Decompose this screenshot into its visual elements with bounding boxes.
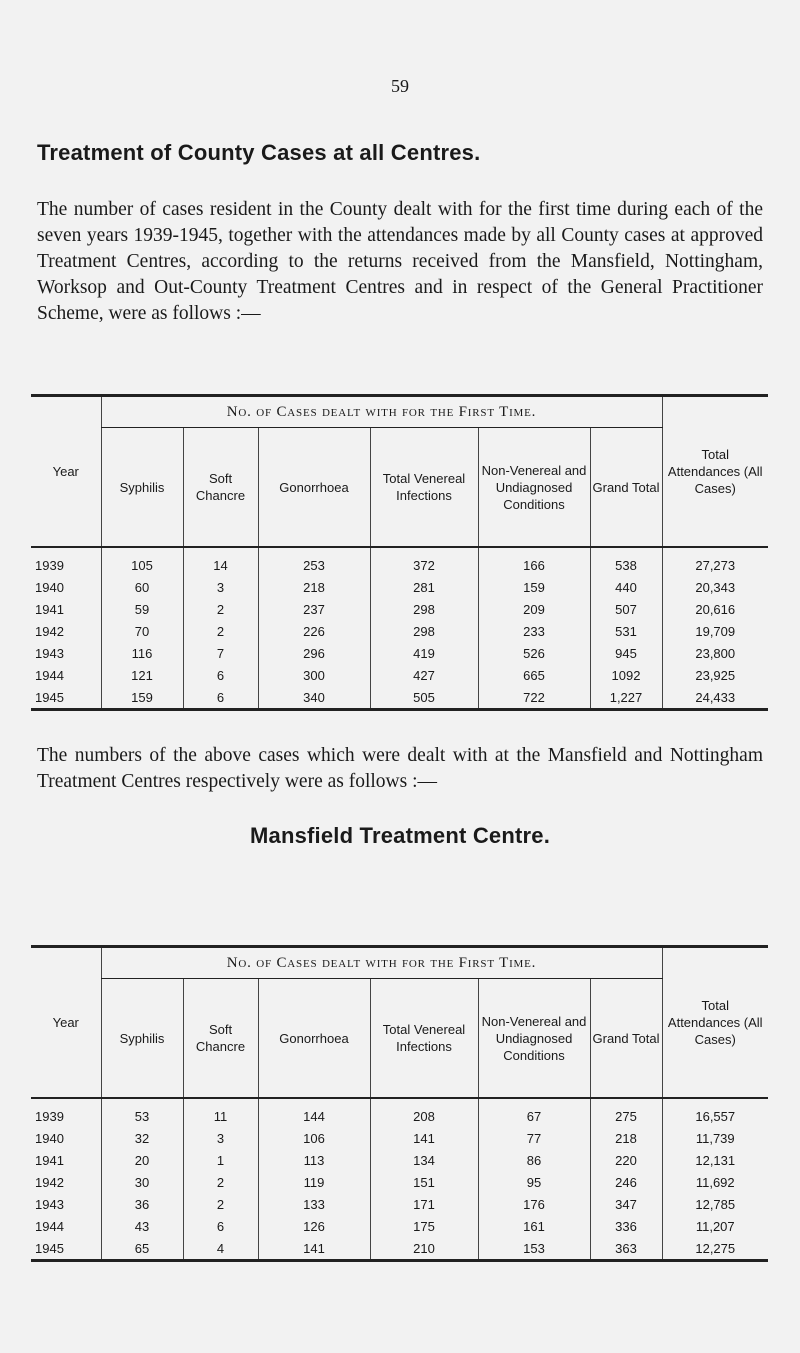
value-cell: 126 [258, 1215, 370, 1237]
value-cell: 363 [590, 1237, 662, 1261]
value-cell: 36 [101, 1193, 183, 1215]
value-cell: 275 [590, 1098, 662, 1127]
value-cell: 14 [183, 547, 258, 576]
value-cell: 6 [183, 664, 258, 686]
value-cell: 347 [590, 1193, 662, 1215]
table-row [31, 547, 768, 576]
value-cell: 3 [183, 1127, 258, 1149]
value-cell: 116 [101, 642, 183, 664]
value-cell: 340 [258, 686, 370, 710]
year-cell: 1939 [35, 557, 64, 573]
value-cell: 945 [590, 642, 662, 664]
year-cell: 1945 [31, 686, 101, 710]
centres-paragraph: The numbers of the above cases which were dealt with at the Mansfield and Nottingham Treatment Centres respectively were as follows :— [37, 745, 763, 792]
value-cell: 153 [478, 1237, 590, 1261]
column-header: Grand Total [590, 428, 662, 548]
value-cell: 20,343 [662, 576, 768, 598]
value-cell: 86 [478, 1149, 590, 1171]
value-cell: 23,800 [662, 642, 768, 664]
value-cell: 2 [183, 1171, 258, 1193]
year-cell: 1944 [35, 1218, 64, 1234]
table-row [31, 1149, 768, 1171]
value-cell: 77 [478, 1127, 590, 1149]
column-header: Syphilis [101, 979, 183, 1099]
value-cell: 246 [590, 1171, 662, 1193]
section-title-all-centres: Treatment of County Cases at all Centres. [37, 140, 481, 165]
value-cell: 105 [101, 547, 183, 576]
column-header: Non-Venereal and Undiagnosed Conditions [478, 428, 590, 548]
value-cell: 59 [101, 598, 183, 620]
value-cell: 53 [101, 1098, 183, 1127]
value-cell: 30 [101, 1171, 183, 1193]
county-cases-table [31, 394, 768, 711]
table-row [31, 620, 768, 642]
value-cell: 32 [101, 1127, 183, 1149]
value-cell: 6 [183, 1215, 258, 1237]
value-cell: 19,709 [662, 620, 768, 642]
table-row [31, 686, 768, 710]
value-cell: 3 [183, 576, 258, 598]
table-row [31, 1215, 768, 1237]
value-cell: 24,433 [662, 686, 768, 710]
year-cell: 1942 [35, 623, 64, 639]
table-row [31, 1098, 768, 1127]
value-cell: 16,557 [662, 1098, 768, 1127]
value-cell: 113 [258, 1149, 370, 1171]
value-cell: 27,273 [662, 547, 768, 576]
value-cell: 60 [101, 576, 183, 598]
value-cell: 95 [478, 1171, 590, 1193]
value-cell: 233 [478, 620, 590, 642]
value-cell: 43 [101, 1215, 183, 1237]
year-cell: 1942 [35, 1174, 64, 1190]
value-cell: 336 [590, 1215, 662, 1237]
value-cell: 208 [370, 1098, 478, 1127]
value-cell: 70 [101, 620, 183, 642]
value-cell: 133 [258, 1193, 370, 1215]
value-cell: 20,616 [662, 598, 768, 620]
value-cell: 134 [370, 1149, 478, 1171]
value-cell: 505 [370, 686, 478, 710]
value-cell: 11,692 [662, 1171, 768, 1193]
column-header-total-attendances: Total Attendances (All Cases) [662, 947, 768, 1099]
value-cell: 298 [370, 598, 478, 620]
value-cell: 141 [370, 1127, 478, 1149]
value-cell: 507 [590, 598, 662, 620]
value-cell: 11,739 [662, 1127, 768, 1149]
value-cell: 220 [590, 1149, 662, 1171]
value-cell: 159 [478, 576, 590, 598]
value-cell: 106 [258, 1127, 370, 1149]
value-cell: 218 [590, 1127, 662, 1149]
value-cell: 1,227 [590, 686, 662, 710]
value-cell: 121 [101, 664, 183, 686]
value-cell: 209 [478, 598, 590, 620]
column-header: Soft Chancre [183, 428, 258, 548]
value-cell: 11,207 [662, 1215, 768, 1237]
value-cell: 161 [478, 1215, 590, 1237]
year-cell: 1940 [35, 1130, 64, 1146]
value-cell: 281 [370, 576, 478, 598]
year-cell: 1940 [35, 579, 64, 595]
page-number: 59 [391, 76, 409, 96]
column-header-total-attendances: Total Attendances (All Cases) [662, 396, 768, 548]
year-cell: 1943 [35, 645, 64, 661]
value-cell: 253 [258, 547, 370, 576]
table-row [31, 1171, 768, 1193]
table-row [31, 642, 768, 664]
mansfield-cases-table [31, 945, 768, 1262]
value-cell: 210 [370, 1237, 478, 1261]
year-cell: 1945 [31, 1237, 101, 1261]
value-cell: 12,785 [662, 1193, 768, 1215]
year-cell: 1939 [35, 1108, 64, 1124]
value-cell: 171 [370, 1193, 478, 1215]
section-title-mansfield: Mansfield Treatment Centre. [249, 823, 551, 848]
column-header-year: Year [31, 947, 101, 1099]
value-cell: 419 [370, 642, 478, 664]
value-cell: 119 [258, 1171, 370, 1193]
value-cell: 159 [101, 686, 183, 710]
value-cell: 20 [101, 1149, 183, 1171]
value-cell: 2 [183, 598, 258, 620]
column-header: Syphilis [101, 428, 183, 548]
value-cell: 2 [183, 620, 258, 642]
year-cell: 1944 [35, 667, 64, 683]
value-cell: 175 [370, 1215, 478, 1237]
column-header: Grand Total [590, 979, 662, 1099]
value-cell: 538 [590, 547, 662, 576]
value-cell: 12,131 [662, 1149, 768, 1171]
value-cell: 440 [590, 576, 662, 598]
value-cell: 65 [101, 1237, 183, 1261]
value-cell: 296 [258, 642, 370, 664]
value-cell: 151 [370, 1171, 478, 1193]
value-cell: 6 [183, 686, 258, 710]
value-cell: 23,925 [662, 664, 768, 686]
value-cell: 176 [478, 1193, 590, 1215]
table-row [31, 1193, 768, 1215]
value-cell: 166 [478, 547, 590, 576]
value-cell: 372 [370, 547, 478, 576]
column-header: Gonorrhoea [258, 979, 370, 1099]
value-cell: 531 [590, 620, 662, 642]
table-row [31, 576, 768, 598]
value-cell: 141 [258, 1237, 370, 1261]
group-header: No. of Cases dealt with for the First Time. [101, 947, 662, 979]
value-cell: 1 [183, 1149, 258, 1171]
group-header: No. of Cases dealt with for the First Time. [101, 396, 662, 428]
column-header: Total Venereal Infections [370, 979, 478, 1099]
value-cell: 526 [478, 642, 590, 664]
value-cell: 1092 [590, 664, 662, 686]
value-cell: 144 [258, 1098, 370, 1127]
intro-paragraph: The number of cases resident in the County dealt with for the first time during each of the seven years 1939-1945, together with the attendances made by all County cases at approved Treatment Centres, according to the returns received from the Mansfield, Nottingham, Worksop and Out-County Treatment Centres and in respect of the General Practitioner Scheme, were as follows :— [37, 199, 763, 324]
year-cell: 1941 [35, 601, 64, 617]
value-cell: 665 [478, 664, 590, 686]
value-cell: 298 [370, 620, 478, 642]
column-header: Gonorrhoea [258, 428, 370, 548]
value-cell: 237 [258, 598, 370, 620]
column-header: Total Venereal Infections [370, 428, 478, 548]
value-cell: 7 [183, 642, 258, 664]
column-header: Soft Chancre [183, 979, 258, 1099]
value-cell: 2 [183, 1193, 258, 1215]
year-cell: 1943 [35, 1196, 64, 1212]
year-cell: 1941 [35, 1152, 64, 1168]
table-row [31, 1127, 768, 1149]
value-cell: 427 [370, 664, 478, 686]
value-cell: 722 [478, 686, 590, 710]
value-cell: 226 [258, 620, 370, 642]
value-cell: 300 [258, 664, 370, 686]
table-row [31, 598, 768, 620]
value-cell: 4 [183, 1237, 258, 1261]
value-cell: 11 [183, 1098, 258, 1127]
table-row [31, 1237, 768, 1261]
value-cell: 218 [258, 576, 370, 598]
column-header-year: Year [31, 396, 101, 548]
column-header: Non-Venereal and Undiagnosed Conditions [478, 979, 590, 1099]
table-row [31, 664, 768, 686]
value-cell: 67 [478, 1098, 590, 1127]
value-cell: 12,275 [662, 1237, 768, 1261]
